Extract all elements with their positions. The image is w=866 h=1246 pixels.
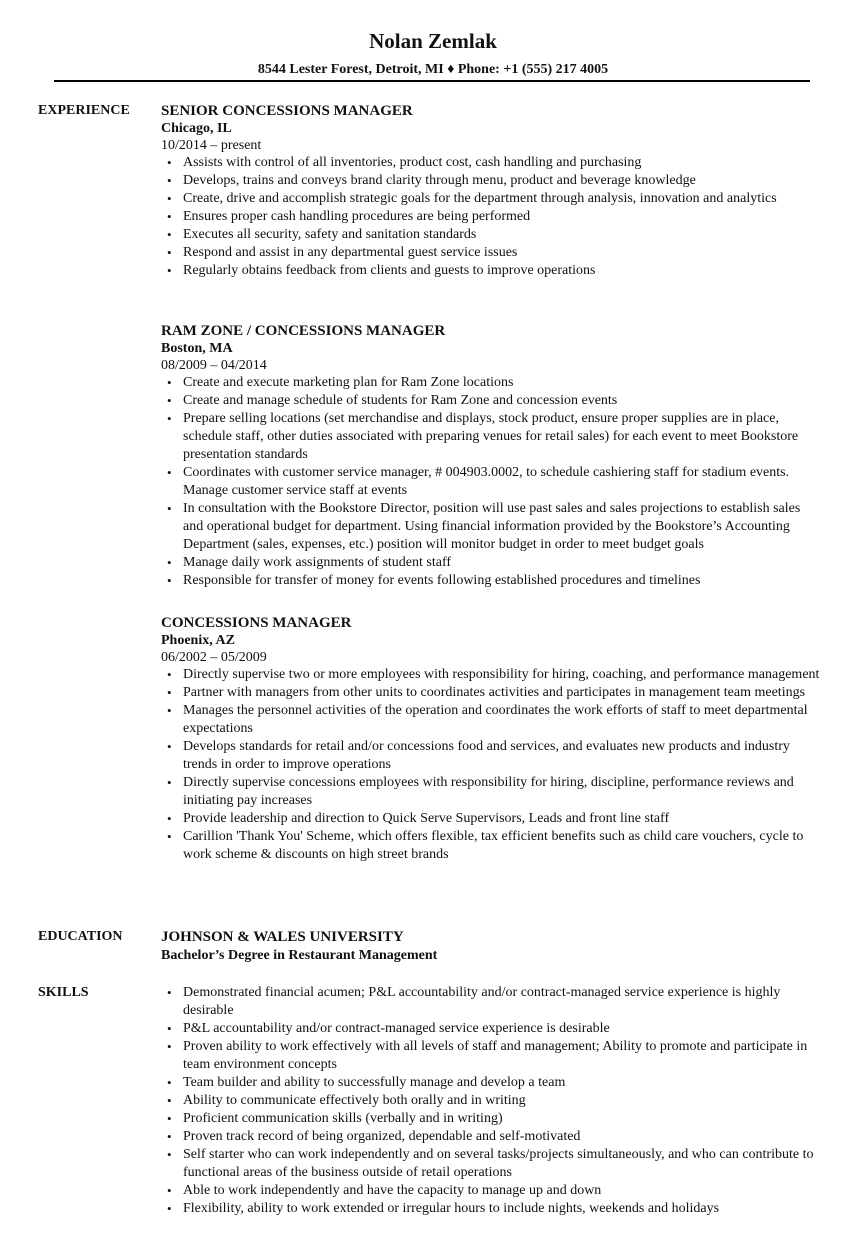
skills-list-wrapper: [161, 984, 821, 1218]
contact-line: 8544 Lester Forest, Detroit, MI ♦ Phone: +1 (555) 217 4005: [257, 62, 609, 77]
job-location: Chicago, IL: [161, 121, 232, 136]
job-location: Phoenix, AZ: [161, 633, 235, 648]
experience-heading: EXPERIENCE: [38, 103, 130, 118]
education-heading: EDUCATION: [38, 929, 123, 944]
list-item: • Develops standards for retail and/or concessions food and services, and evaluates new products and industry trends in order to improve operations: [161, 738, 821, 774]
list-item: • Create, drive and accomplish strategic goals for the department through analysis, innovation and analytics: [161, 190, 821, 208]
resume-name: Nolan Zemlak: [369, 29, 497, 53]
job-location: Boston, MA: [161, 341, 233, 356]
list-item: • Able to work independently and have the capacity to manage up and down: [161, 1182, 821, 1200]
header-divider: [54, 80, 810, 82]
skills-heading: SKILLS: [38, 985, 89, 1000]
list-item: • Team builder and ability to successfully manage and develop a team: [161, 1074, 821, 1092]
job-title: SENIOR CONCESSIONS MANAGER: [161, 103, 413, 119]
job-bullets: [161, 154, 821, 280]
list-item: • P&L accountability and/or contract-managed service experience is desirable: [161, 1020, 821, 1038]
list-item: • Regularly obtains feedback from clients and guests to improve operations: [161, 262, 821, 280]
job-2: [161, 322, 821, 590]
skills-list: [161, 984, 821, 1218]
list-item: • Proven track record of being organized, dependable and self-motivated: [161, 1128, 821, 1146]
job-1: [161, 102, 821, 280]
list-item: • Ability to communicate effectively both orally and in writing: [161, 1092, 821, 1110]
list-item: • Flexibility, ability to work extended or irregular hours to include nights, weekends and holidays: [161, 1200, 821, 1218]
school-name: JOHNSON & WALES UNIVERSITY: [161, 929, 404, 945]
list-item: • Coordinates with customer service manager, # 004903.0002, to schedule cashiering staff for stadium events. Manage customer service staff at events: [161, 464, 821, 500]
list-item: • Directly supervise two or more employees with responsibility for hiring, coaching, and performance management: [161, 666, 821, 684]
list-item: • In consultation with the Bookstore Director, position will use past sales and sales projections to establish sales and operational budget for department. Using financial information provided by the Bookstore’s Accounting Department (sales, expenses, etc.) position will monitor budget in order to meet budget goals: [161, 500, 821, 554]
job-bullets: [161, 666, 821, 864]
list-item: • Create and execute marketing plan for Ram Zone locations: [161, 374, 821, 392]
list-item: • Responsible for transfer of money for events following established procedures and timelines: [161, 572, 821, 590]
job-bullets: [161, 374, 821, 590]
job-3: [161, 614, 821, 864]
degree: Bachelor’s Degree in Restaurant Management: [161, 948, 438, 963]
list-item: • Manage daily work assignments of student staff: [161, 554, 821, 572]
job-dates: 08/2009 – 04/2014: [161, 358, 267, 373]
list-item: • Assists with control of all inventories, product cost, cash handling and purchasing: [161, 154, 821, 172]
list-item: • Directly supervise concessions employees with responsibility for hiring, discipline, performance reviews and initiating pay increases: [161, 774, 821, 810]
list-item: • Respond and assist in any departmental guest service issues: [161, 244, 821, 262]
list-item: • Proficient communication skills (verbally and in writing): [161, 1110, 821, 1128]
list-item: • Executes all security, safety and sanitation standards: [161, 226, 821, 244]
job-title: CONCESSIONS MANAGER: [161, 615, 352, 631]
job-dates: 06/2002 – 05/2009: [161, 650, 267, 665]
list-item: • Create and manage schedule of students for Ram Zone and concession events: [161, 392, 821, 410]
list-item: • Ensures proper cash handling procedures are being performed: [161, 208, 821, 226]
list-item: • Provide leadership and direction to Quick Serve Supervisors, Leads and front line staff: [161, 810, 821, 828]
job-dates: 10/2014 – present: [161, 138, 262, 153]
list-item: • Manages the personnel activities of the operation and coordinates the work efforts of staff to meet departmental expectations: [161, 702, 821, 738]
list-item: • Self starter who can work independently and on several tasks/projects simultaneously, and who can contribute to functional areas of the business outside of retail operations: [161, 1146, 821, 1182]
job-title: RAM ZONE / CONCESSIONS MANAGER: [161, 323, 446, 339]
list-item: • Proven ability to work effectively with all levels of staff and management; Ability to promote and participate in team environment concepts: [161, 1038, 821, 1074]
list-item: • Carillion 'Thank You' Scheme, which offers flexible, tax efficient benefits such as child care vouchers, cycle to work scheme & discounts on high street brands: [161, 828, 821, 864]
list-item: • Develops, trains and conveys brand clarity through menu, product and beverage knowledge: [161, 172, 821, 190]
list-item: • Partner with managers from other units to coordinates activities and participates in management team meetings: [161, 684, 821, 702]
education-entry: [161, 928, 821, 966]
list-item: • Demonstrated financial acumen; P&L accountability and/or contract-managed service experience is highly desirable: [161, 984, 821, 1020]
list-item: • Prepare selling locations (set merchandise and displays, stock product, ensure proper supplies are in place, schedule staff, other duties associated with preparing venues for retail sales) for each event to meet Bookstore presentation standards: [161, 410, 821, 464]
